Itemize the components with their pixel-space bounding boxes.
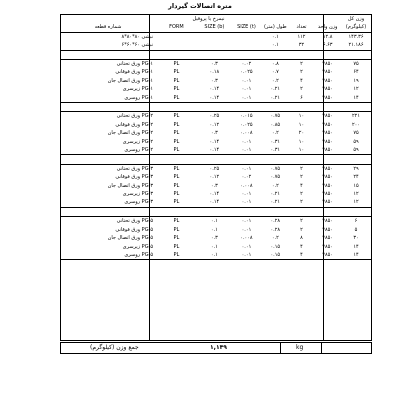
cell-size-t: ۰.۰۱ <box>241 191 252 198</box>
table-row <box>61 234 371 242</box>
cell-weight-total: ۵ <box>354 226 358 233</box>
cell-weight-total: ۲۰۰ <box>351 121 361 128</box>
cell-size-b: ۰.۲۵ <box>198 112 231 121</box>
cell-size-b <box>198 32 231 41</box>
cell-size-b: ۰.۲۵ <box>198 164 231 173</box>
cell-size-b: ۰.۱۴ <box>209 191 220 198</box>
cell-weight-total: ۳۰ <box>353 235 359 242</box>
cell-size-t: ۰.۰۲ <box>241 174 252 181</box>
cell-count: ۳۲ <box>298 42 305 49</box>
cell-part-no: ورق فوقانی PG-۳ <box>115 174 154 181</box>
cell-weight-total: ۷۵ <box>353 130 359 137</box>
table-row <box>61 129 371 137</box>
cell-count: ۴ <box>300 182 303 189</box>
table-row <box>61 121 371 129</box>
cell-unit-weight: ۷۸۵۰ <box>322 147 334 154</box>
table-row <box>61 217 371 226</box>
cell-size-b: ۰.۳ <box>198 60 231 69</box>
cell-count: ۱۰ <box>298 121 305 128</box>
cell-form: PL <box>173 226 180 233</box>
cell-weight-total: ۷۵ <box>341 60 371 69</box>
table-row <box>61 226 371 234</box>
cell-part-no: زیرسری PG-۱ <box>122 86 154 93</box>
cell-size-b: ۰.۱۴ <box>209 147 220 154</box>
header-row-1 <box>61 15 371 23</box>
table-row <box>61 112 371 121</box>
cell-size-t: ۰.۰۱ <box>241 77 252 84</box>
cell-length: ۰.۱۵ <box>270 251 281 258</box>
cell-form: PL <box>173 69 180 76</box>
cell-form: PL <box>173 251 180 258</box>
cell-unit-weight: ۷۸۵۰ <box>322 182 334 189</box>
cell-form: PL <box>173 77 180 84</box>
cell-size-t: ۰.۰۱ <box>241 226 252 233</box>
cell-form: PL <box>155 60 198 69</box>
table-row <box>61 41 371 50</box>
cell-size-t: ۰.۰۱ <box>231 164 262 173</box>
document-title: متره اتصالات گیردار <box>168 2 232 10</box>
cell-weight-total: ۱۴ <box>353 251 359 258</box>
cell-weight-total: ۲۱.۱۸۶ <box>348 42 364 49</box>
cell-part-no: ورق فوقانی PG-۱ <box>115 69 154 76</box>
table-row <box>61 164 371 173</box>
cell-form: PL <box>173 86 180 93</box>
cell-weight-total: ۲۴ <box>353 174 359 181</box>
cell-count: ۲ <box>289 164 315 173</box>
cell-size-t: ۰.۰۱ <box>241 138 252 145</box>
table-row <box>61 138 371 146</box>
cell-length: ۰.۲۱ <box>270 94 281 101</box>
cell-length: ۰.۱ <box>271 42 279 49</box>
header-length: طول (متر) <box>263 24 287 31</box>
cell-size-t: ۰.۰۱۵ <box>231 112 262 121</box>
table-row <box>61 85 371 93</box>
cell-length: ۰.۱ <box>262 32 289 41</box>
cell-unit-weight: ۷۸۵۰ <box>322 77 334 84</box>
cell-count: ۲ <box>300 174 303 181</box>
cell-unit-weight: ۶.۶۳ <box>322 42 333 49</box>
cell-size-t: ۰.۰۱ <box>241 243 252 250</box>
header-size-b: SIZE (b) <box>204 24 225 31</box>
cell-length: ۰.۳۱ <box>270 138 281 145</box>
cell-length: ۰.۲۸ <box>262 217 289 226</box>
table-row <box>61 198 371 207</box>
cell-weight-total: ۲۲۱ <box>341 112 371 121</box>
header-profile: نیمرخ یا پروفیل <box>192 16 225 22</box>
cell-form: PL <box>173 174 180 181</box>
cell-size-b <box>198 41 231 50</box>
cell-size-b: ۰.۱ <box>210 251 218 258</box>
cell-size-b: ۰.۱۴ <box>209 86 220 93</box>
cell-size-t: ۰.۰۰۸ <box>240 235 253 242</box>
cell-size-b: ۰.۱ <box>210 226 218 233</box>
cell-form: PL <box>155 112 198 121</box>
takeoff-table <box>60 14 372 341</box>
cell-size-b: ۰.۱ <box>198 217 231 226</box>
table-row <box>61 190 371 198</box>
cell-part-no: زیرسری PG-۲ <box>122 138 154 145</box>
cell-part-no: روسری PG-۵ <box>124 251 154 258</box>
cell-weight-total: ۵۹ <box>353 147 359 154</box>
cell-unit-weight: ۷۸۵۰ <box>314 164 341 173</box>
cell-unit-weight: ۷۸۵۰ <box>314 217 341 226</box>
cell-size-b: ۰.۳ <box>210 130 218 137</box>
cell-unit-weight: ۱۲.۸ <box>314 32 341 41</box>
cell-form <box>155 41 198 50</box>
cell-count: ۴ <box>300 251 303 258</box>
cell-count: ۲ <box>300 199 303 206</box>
cell-count: ۲ <box>300 191 303 198</box>
table-row <box>61 32 371 41</box>
cell-size-t: ۰.۰۱ <box>241 251 252 258</box>
summary-row <box>60 342 372 354</box>
cell-length: ۰.۲۸ <box>270 226 281 233</box>
cell-size-t: ۰.۰۲ <box>231 60 262 69</box>
cell-count: ۲ <box>289 60 315 69</box>
cell-length: ۰.۲۱ <box>270 199 281 206</box>
cell-length: ۰.۲۱ <box>270 191 281 198</box>
cell-part-no: ورق فوقانی PG-۲ <box>115 121 154 128</box>
cell-unit-weight: ۷۸۵۰ <box>322 191 334 198</box>
cell-weight-total: ۱۴۳.۳۶ <box>341 32 371 41</box>
cell-unit-weight: ۷۸۵۰ <box>322 138 334 145</box>
cell-size-b: ۰.۱ <box>210 243 218 250</box>
cell-unit-weight: ۷۸۵۰ <box>322 69 334 76</box>
cell-form: PL <box>173 94 180 101</box>
cell-count: ۴ <box>300 243 303 250</box>
cell-form: PL <box>173 147 180 154</box>
cell-size-b: ۰.۱۸ <box>209 69 220 76</box>
cell-length: ۰.۷۵ <box>262 112 289 121</box>
cell-part-no: ورق اتصال جان PG-۳ <box>107 182 154 189</box>
table-row <box>61 243 371 251</box>
cell-count: ۴ <box>300 77 303 84</box>
cell-count: ۲ <box>300 226 303 233</box>
summary-label: جمع وزن (کیلوگرم) <box>90 344 139 351</box>
cell-unit-weight: ۷۸۵۰ <box>322 121 334 128</box>
cell-size-t: ۰.۰۱ <box>241 94 252 101</box>
cell-unit-weight: ۷۸۵۰ <box>322 130 334 137</box>
cell-unit-weight: ۷۸۵۰ <box>322 235 334 242</box>
table-row <box>61 60 371 69</box>
header-weight-total: وزن کل <box>347 16 365 22</box>
cell-form: PL <box>173 191 180 198</box>
cell-part-no: نبشی ۸۰*۸۰*۸ <box>61 32 155 41</box>
cell-form: PL <box>155 164 198 173</box>
cell-form: PL <box>173 182 180 189</box>
cell-part-no: روسری PG-۱ <box>124 94 154 101</box>
cell-count: ۱۰ <box>298 138 305 145</box>
cell-size-t: ۰.۰۱ <box>231 217 262 226</box>
cell-count: ۲ <box>300 86 303 93</box>
cell-length: ۰.۷ <box>271 69 279 76</box>
cell-weight-total: ۱۴ <box>353 94 359 101</box>
cell-form: PL <box>173 138 180 145</box>
cell-part-no: زیرسری PG-۳ <box>122 191 154 198</box>
cell-count: ۱۰ <box>298 147 305 154</box>
cell-count: ۱۱۲ <box>289 32 315 41</box>
cell-length: ۰.۱۵ <box>270 243 281 250</box>
cell-form: PL <box>173 121 180 128</box>
cell-weight-total: ۱۵ <box>353 182 359 189</box>
cell-count: ۸ <box>300 235 303 242</box>
cell-size-t: ۰.۰۱ <box>241 147 252 154</box>
summary-total: ۱,۱۴۹ <box>210 344 227 351</box>
cell-part-no: ورق اتصال جان PG-۲ <box>107 130 154 137</box>
cell-size-t: ۰.۰۰۸ <box>240 182 253 189</box>
cell-part-no: روسری PG-۲ <box>124 147 154 154</box>
cell-length: ۰.۲ <box>271 130 279 137</box>
cell-unit-weight: ۷۸۵۰ <box>322 199 334 206</box>
table-row <box>61 68 371 76</box>
cell-size-b: ۰.۱۲ <box>209 121 220 128</box>
table-row <box>61 77 371 85</box>
cell-form: PL <box>155 217 198 226</box>
cell-form: PL <box>173 243 180 250</box>
takeoff-grid <box>61 15 371 269</box>
cell-count: ۲۰ <box>298 130 305 137</box>
cell-length: ۰.۲ <box>271 235 279 242</box>
header-row-2 <box>61 23 371 32</box>
table-row <box>61 251 371 260</box>
cell-weight-total: ۱۴ <box>353 243 359 250</box>
cell-weight-total: ۶۴ <box>353 69 359 76</box>
cell-unit-weight: ۷۸۵۰ <box>322 243 334 250</box>
cell-part-no: ورق تحتانی PG-۱ <box>61 60 155 69</box>
cell-size-t: ۰.۰۲۵ <box>240 121 253 128</box>
cell-size-b: ۰.۳ <box>210 235 218 242</box>
cell-size-t: ۰.۰۱ <box>241 86 252 93</box>
cell-count: ۶ <box>300 94 303 101</box>
cell-unit-weight: ۷۸۵۰ <box>322 94 334 101</box>
cell-unit-weight: ۷۸۵۰ <box>314 60 341 69</box>
cell-length: ۰.۸ <box>262 60 289 69</box>
table-row <box>61 173 371 181</box>
cell-length: ۰.۳۱ <box>270 147 281 154</box>
cell-size-t: ۰.۰۱ <box>241 199 252 206</box>
table-row <box>61 146 371 155</box>
cell-size-b: ۰.۳ <box>210 182 218 189</box>
cell-part-no: نبشی ۶۰*۶۰*۶ <box>121 42 154 49</box>
cell-unit-weight: ۷۸۵۰ <box>322 86 334 93</box>
cell-form: PL <box>173 130 180 137</box>
cell-count: ۲ <box>289 217 315 226</box>
cell-size-b: ۰.۱۴ <box>209 94 220 101</box>
cell-weight-total: ۵۹ <box>353 138 359 145</box>
spacer-row <box>61 50 371 59</box>
cell-unit-weight: ۷۸۵۰ <box>314 112 341 121</box>
cell-length: ۰.۲۱ <box>270 86 281 93</box>
cell-length: ۰.۸۵ <box>270 121 281 128</box>
cell-part-no: ورق تحتانی PG-۲ <box>61 112 155 121</box>
cell-size-t <box>231 41 262 50</box>
header-unit-weight: وزن واحد <box>317 24 338 31</box>
table-row <box>61 94 371 103</box>
cell-form <box>155 32 198 41</box>
cell-length: ۰.۲ <box>271 182 279 189</box>
cell-length: ۰.۷۵ <box>262 164 289 173</box>
header-part-no: شماره قطعه <box>94 24 122 31</box>
cell-count: ۱۰ <box>289 112 315 121</box>
cell-part-no: ورق فوقانی PG-۵ <box>115 226 154 233</box>
cell-part-no: ورق اتصال جان PG-۵ <box>107 235 154 242</box>
cell-count: ۲ <box>300 69 303 76</box>
cell-part-no: زیرسری PG-۵ <box>122 243 154 250</box>
cell-form: PL <box>173 235 180 242</box>
cell-part-no: ورق اتصال جان PG-۱ <box>107 77 154 84</box>
cell-size-b: ۰.۳ <box>210 77 218 84</box>
cell-size-b: ۰.۱۴ <box>209 138 220 145</box>
cell-unit-weight: ۷۸۵۰ <box>322 226 334 233</box>
header-count: تعداد <box>296 24 307 31</box>
spacer-row <box>61 207 371 216</box>
cell-form: PL <box>173 199 180 206</box>
cell-weight-total: ۱۲ <box>353 86 359 93</box>
table-row <box>61 182 371 190</box>
header-size-t: SIZE (t) <box>237 24 256 31</box>
spacer-row <box>61 260 371 269</box>
cell-length: ۰.۲ <box>271 77 279 84</box>
cell-weight-total: ۱۲ <box>353 199 359 206</box>
cell-unit-weight: ۷۸۵۰ <box>322 174 334 181</box>
cell-size-b: ۰.۱۴ <box>209 199 220 206</box>
cell-size-t: ۰.۰۰۸ <box>240 130 253 137</box>
cell-unit-weight: ۷۸۵۰ <box>322 251 334 258</box>
cell-weight-total: ۱۹ <box>353 77 359 84</box>
summary-unit: kg <box>296 344 304 351</box>
cell-weight-total: ۶ <box>341 217 371 226</box>
cell-weight-total: ۱۲ <box>353 191 359 198</box>
cell-size-t <box>231 32 262 41</box>
cell-weight-total: ۲۹ <box>341 164 371 173</box>
spacer-row <box>61 155 371 164</box>
cell-size-b: ۰.۱۲ <box>209 174 220 181</box>
spacer-row <box>61 103 371 112</box>
cell-part-no: روسری PG-۳ <box>124 199 154 206</box>
cell-length: ۰.۷۵ <box>270 174 281 181</box>
cell-part-no: ورق تحتانی PG-۵ <box>61 217 155 226</box>
cell-size-t: ۰.۰۲۵ <box>240 69 253 76</box>
cell-part-no: ورق تحتانی PG-۳ <box>61 164 155 173</box>
header-weight-total-unit: (کیلوگرم) <box>345 24 367 31</box>
header-form: FORM <box>169 24 184 31</box>
